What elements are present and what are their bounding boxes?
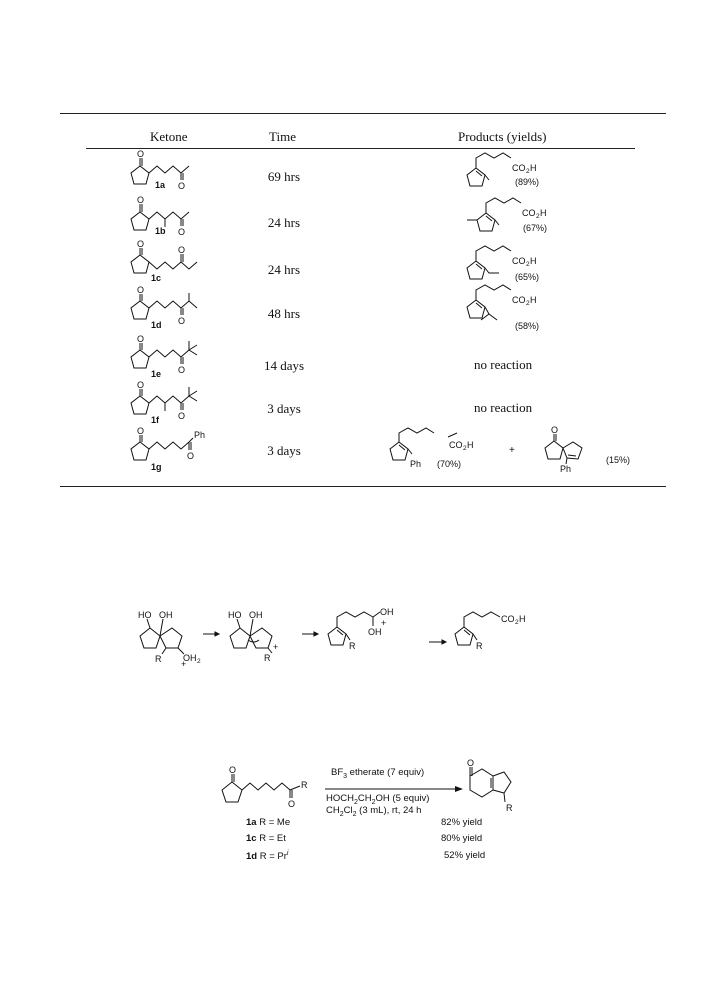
svg-text:O: O [551, 425, 559, 435]
product-1a-structure [455, 152, 565, 194]
table-bottom-rule [60, 486, 666, 487]
reagent-line-2: $HOCH_2CH_2OH$ (5 equiv) [326, 793, 430, 806]
svg-text:+: + [381, 618, 387, 628]
ketone-1a-structure [120, 150, 230, 196]
time-1a: 69 hrs [267, 169, 301, 184]
time-1d: 48 hrs [267, 306, 301, 321]
ketone-1e-structure [120, 336, 230, 382]
svg-text:O: O [178, 411, 186, 421]
svg-text:2: 2 [463, 445, 467, 452]
svg-text:HO: HO [138, 610, 152, 620]
compound-label-1a: 1a [155, 180, 166, 190]
svg-text:CO: CO [512, 256, 526, 266]
compound-label-1d: 1d [151, 320, 162, 330]
svg-text:O: O [137, 426, 145, 436]
substrate-row-1d: 1d $R = Pr^i$ [246, 850, 289, 863]
time-1g: 3 days [267, 443, 301, 458]
table-header-rule [86, 148, 635, 149]
svg-text:R: R [155, 654, 162, 664]
plus-sign: + [509, 445, 515, 456]
header-products: Products (yields) [458, 129, 547, 144]
table-top-rule [60, 113, 666, 114]
ketone-1b-structure [120, 196, 230, 242]
svg-text:OH: OH [368, 627, 382, 637]
svg-text:OH: OH [183, 653, 197, 663]
svg-text:O: O [178, 316, 186, 326]
svg-text:2: 2 [526, 300, 530, 307]
svg-text:R: R [506, 803, 513, 813]
yield-1g-side: (15%) [606, 455, 631, 465]
svg-text:OH: OH [380, 607, 394, 617]
svg-text:2: 2 [536, 213, 540, 220]
mechanism-scheme [130, 604, 580, 674]
yield-1b: (67%) [523, 223, 548, 233]
no-reaction-1f: no reaction [474, 400, 533, 415]
svg-text:O: O [137, 195, 145, 205]
compound-label-1b: 1b [155, 226, 166, 236]
yield-1d-scheme: 52% yield [444, 850, 486, 861]
svg-text:CO: CO [449, 440, 463, 450]
svg-text:O: O [137, 239, 145, 249]
compound-label-1e: 1e [151, 369, 162, 379]
svg-text:H: H [467, 440, 474, 450]
svg-text:R: R [349, 641, 356, 651]
ketone-1d-structure [120, 287, 230, 333]
svg-text:R: R [476, 641, 483, 651]
svg-text:+: + [181, 659, 187, 669]
reagent-line-3: $CH_2Cl_2$ (3 mL), rt, 24 h [326, 805, 422, 818]
time-1c: 24 hrs [267, 262, 301, 277]
svg-text:H: H [530, 256, 537, 266]
svg-text:H: H [530, 295, 537, 305]
svg-text:+: + [273, 642, 279, 652]
reaction-arrow [325, 786, 465, 792]
product-1b-structure [455, 197, 575, 241]
svg-text:O: O [178, 245, 186, 255]
yield-1a: (89%) [515, 177, 540, 187]
yield-1d: (58%) [515, 321, 540, 331]
scheme-substrate-structure [212, 762, 322, 812]
svg-text:CO: CO [512, 163, 526, 173]
svg-text:HO: HO [228, 610, 242, 620]
yield-1c-scheme: 80% yield [441, 833, 483, 844]
svg-text:R: R [301, 780, 308, 790]
time-1f: 3 days [267, 401, 301, 416]
svg-text:2: 2 [197, 658, 201, 665]
svg-text:O: O [467, 758, 475, 768]
substrate-row-1c: 1c R = Et [246, 833, 286, 844]
svg-text:H: H [519, 614, 526, 624]
compound-label-1c: 1c [151, 273, 162, 283]
reagent-line-1: $BF_3$ etherate (7 equiv) [331, 767, 425, 780]
time-1b: 24 hrs [267, 215, 301, 230]
no-reaction-1e: no reaction [474, 357, 533, 372]
svg-text:2: 2 [526, 261, 530, 268]
svg-text:R: R [264, 653, 271, 663]
svg-text:CO: CO [512, 295, 526, 305]
svg-text:2: 2 [526, 168, 530, 175]
compound-label-1g: 1g [151, 462, 162, 472]
svg-text:H: H [540, 208, 547, 218]
ketone-1g-structure [120, 428, 230, 474]
svg-text:H: H [530, 163, 537, 173]
svg-text:Ph: Ph [194, 430, 206, 440]
product-1d-structure [455, 288, 565, 336]
svg-text:O: O [187, 451, 195, 461]
substrate-row-1a: 1a R = Me [246, 817, 291, 828]
ketone-1f-structure [120, 382, 230, 428]
svg-text:OH: OH [159, 610, 173, 620]
svg-text:O: O [178, 365, 186, 375]
svg-text:2: 2 [515, 619, 519, 626]
atom-o: O [178, 181, 186, 191]
product-1g-side-structure [540, 425, 660, 478]
ketone-1c-structure [120, 239, 230, 287]
svg-text:O: O [178, 227, 186, 237]
svg-text:O: O [229, 765, 237, 775]
yield-1g-main: (70%) [437, 459, 462, 469]
svg-text:CO: CO [501, 614, 515, 624]
product-1c-structure [455, 245, 565, 287]
time-1e: 14 days [263, 358, 305, 373]
svg-text:Ph: Ph [560, 464, 572, 474]
product-1g-main-structure [385, 429, 505, 477]
svg-text:O: O [137, 334, 145, 344]
compound-label-1f: 1f [151, 415, 160, 425]
svg-text:OH: OH [249, 610, 263, 620]
svg-text:CO: CO [522, 208, 536, 218]
svg-text:O: O [137, 380, 145, 390]
header-time: Time [269, 129, 296, 144]
atom-o: O [137, 149, 145, 159]
yield-1a-scheme: 82% yield [441, 817, 483, 828]
header-ketone: Ketone [150, 129, 188, 144]
yield-1c: (65%) [515, 272, 540, 282]
svg-text:O: O [137, 285, 145, 295]
svg-text:Ph: Ph [410, 459, 422, 469]
svg-text:O: O [288, 799, 296, 809]
